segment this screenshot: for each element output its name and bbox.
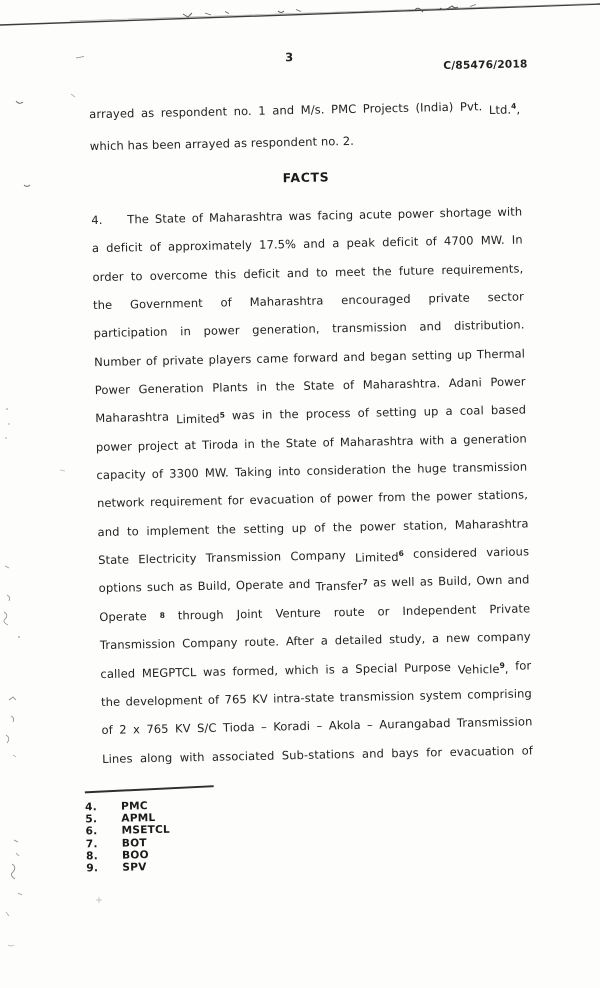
intro-paragraph [89,91,521,163]
document-body [89,91,533,773]
text-line: arrayed as respondent no. 1 and M/s. PMC Projects (India) Pvt. Ltd.$^4$, [89,99,521,122]
footnote-ref: 9 [499,660,505,670]
footnote-label: PMC [120,800,148,813]
footnote-number: 9. [86,862,99,875]
footnote-label: APML [121,812,156,825]
text-line: capacity of 3300 MW. Taking into consideration the huge transmission [96,459,528,483]
text-line: Power Generation Plants in the State of Maharashtra. Adani Power [94,374,526,398]
footnote-ref: 5 [219,410,226,421]
paragraph-4 [91,197,533,772]
page-number: 3 [284,50,294,65]
text-line: the Government of Maharashtra encouraged private sector [92,289,525,313]
section-heading: FACTS [282,169,330,186]
footnote-label: SPV [122,861,147,874]
footnote-item [86,858,286,874]
footnote-label: MSETCL [121,824,171,838]
footnote-ref: 4 [511,101,517,111]
text-line: Transmission Company route. After a detailed study, a new company [99,629,531,653]
footnote-label: BOO [121,848,149,862]
footnote-label: BOT [121,836,147,850]
text-line: which has been arrayed as respondent no. 2. [89,133,355,153]
paragraph-number: 4. [91,212,103,228]
footnote-number: 4. [85,801,98,814]
footnote-number: 5. [85,813,98,826]
text-line: participation in power generation, transmission and distribution. [93,317,525,341]
text-line: a deficit of approximately 17.5% and a peak deficit of 4700 MW. In [91,232,523,256]
text-line: called MEGPTCL was formed, which is a Special Purpose Vehicle$^9$, for [100,657,532,681]
text-line: 4. The State of Maharashtra was facing acute power shortage with [91,197,522,234]
footnote-number: 8. [85,849,99,863]
text-line: order to overcome this deficit and to meet the future requirements, [92,261,524,284]
text-line: Number of private players came forward and began setting up Thermal [94,346,526,369]
footnotes-section [85,787,287,874]
footnote-list [85,797,286,874]
text-line: of 2 x 765 KV S/C Tioda – Koradi – Akola – Aurangabad Transmission [101,714,533,738]
footnote-ref: 7 [362,578,368,588]
text-line: Lines along with associated Sub-stations and bays for evacuation of [102,742,534,766]
text-line: and to implement the setting up of the power station, Maharashtra [97,516,529,539]
footnote-ref: 8 [159,610,166,620]
text-line: Maharashtra Limited$^5$ was in the process of setting up a coal based [95,402,527,427]
footnote-ref: 6 [398,549,404,559]
text-line: power project at Tiroda in the State of Maharashtra with a generation [95,431,527,454]
text-line: State Electricity Transmission Company Limited$^6$ considered various [98,544,530,568]
footnote-number: 6. [85,825,98,838]
text-line: Operate $^8$ through Joint Venture route or Independent Private [99,601,531,624]
text-line: the development of 765 KV intra-state transmission system comprising [100,686,532,709]
text-line: options such as Build, Operate and Transfer$^7$ as well as Build, Own and [98,572,530,596]
footnote-separator [85,785,214,793]
case-number: C/85476/2018 [443,58,528,73]
footnote-number: 7. [85,837,98,850]
text-line: network requirement for evacuation of power from the power stations, [96,487,529,511]
